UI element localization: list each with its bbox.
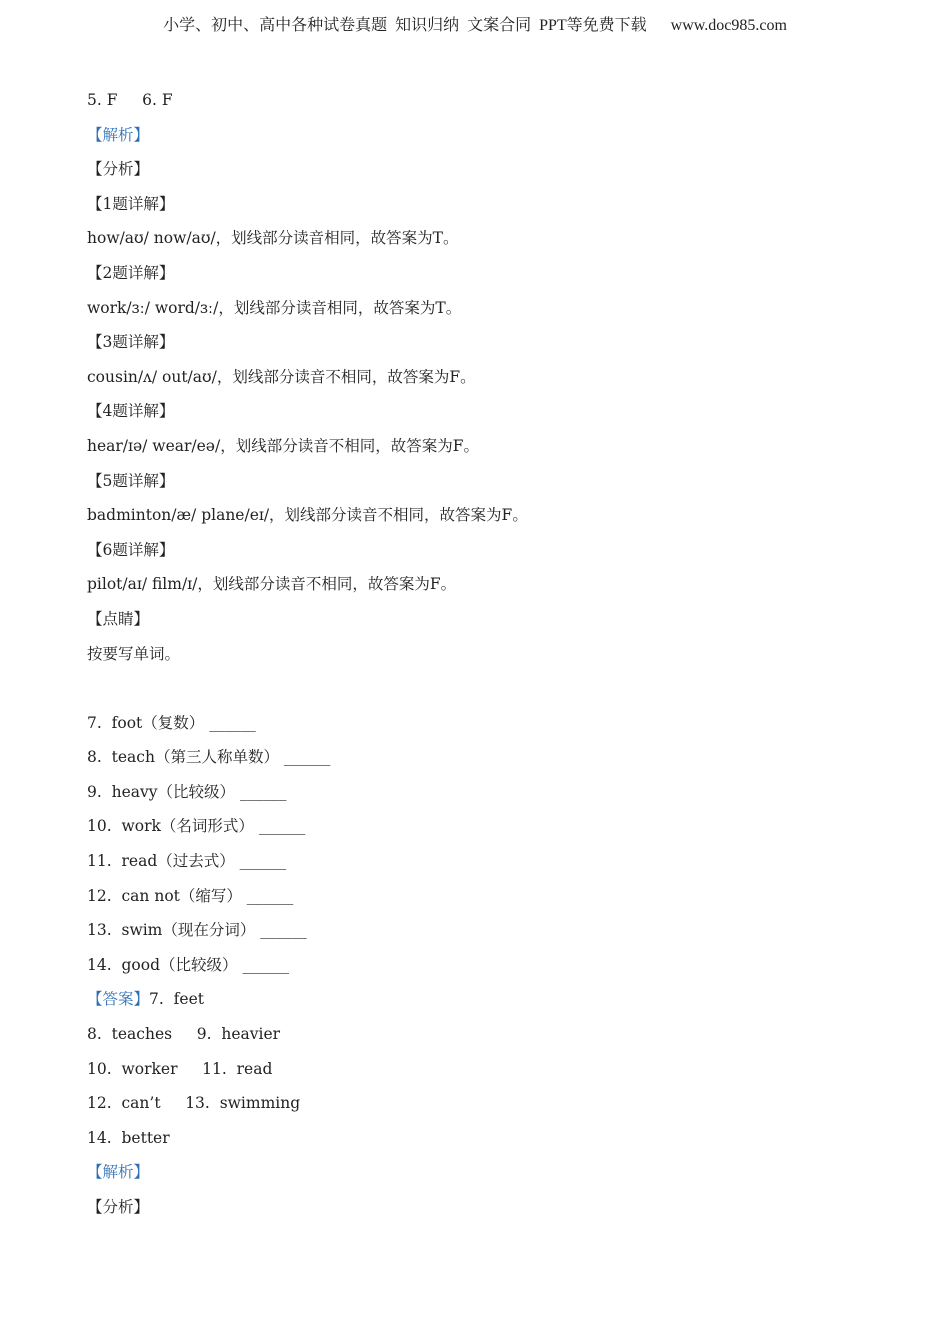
question-item: 13. swim（现在分词） ______ [87,921,307,940]
detail-text: pilot/aɪ/ film/ɪ/，划线部分读音不相同，故答案为F。 [87,575,457,594]
analysis-label: 【解析】 [87,125,150,144]
question-item: 9. heavy（比较级） ______ [87,782,287,801]
detail-text: cousin/ʌ/ out/aʊ/，划线部分读音不相同，故答案为F。 [87,367,476,386]
detail-title: 【4题详解】 [87,402,175,421]
detail-title: 【3题详解】 [87,333,175,352]
detail-title: 【2题详解】 [87,263,175,282]
answer-row: 12. can’t 13. swimming [87,1094,301,1113]
answer-row: 14. better [87,1128,170,1147]
document-body [87,86,887,1228]
fenxi-label: 【分析】 [87,160,150,179]
dianjing-label: 【点睛】 [87,609,150,628]
question-item: 8. teach（第三人称单数） ______ [87,748,331,767]
detail-title: 【5题详解】 [87,471,175,490]
detail-text: work/ɜː/ word/ɜː/，划线部分读音相同，故答案为T。 [87,298,462,317]
answer-label: 【答案】 [87,990,150,1009]
answers-row: 5. F 6. F [87,91,173,109]
question-item: 12. can not（缩写） ______ [87,886,294,905]
question-item: 11. read（过去式） ______ [87,852,287,871]
answer-first: 7. feet [149,990,204,1009]
detail-title: 【1题详解】 [87,194,175,213]
detail-text: hear/ɪə/ wear/eə/，划线部分读音不相同，故答案为F。 [87,436,479,455]
instruction-text: 按要写单词。 [87,644,181,663]
detail-text: how/aʊ/ now/aʊ/，划线部分读音相同，故答案为T。 [87,229,459,248]
answer-row: 8. teaches 9. heavier [87,1025,281,1044]
detail-title: 【6题详解】 [87,540,175,559]
answer-line [87,985,887,1020]
fenxi-label: 【分析】 [87,1198,150,1216]
page-header: 小学、初中、高中各种试卷真题 知识归纳 文案合同 PPT等免费下载 www.doc985.com [163,17,787,34]
answer-row: 10. worker 11. read [87,1059,273,1078]
spacer [87,674,887,709]
question-item: 14. good（比较级） ______ [87,955,289,974]
question-item: 10. work（名词形式） ______ [87,817,306,836]
detail-text: badminton/æ/ plane/eɪ/，划线部分读音不相同，故答案为F。 [87,506,528,525]
analysis-label: 【解析】 [87,1163,150,1182]
question-item: 7. foot（复数） ______ [87,713,256,732]
